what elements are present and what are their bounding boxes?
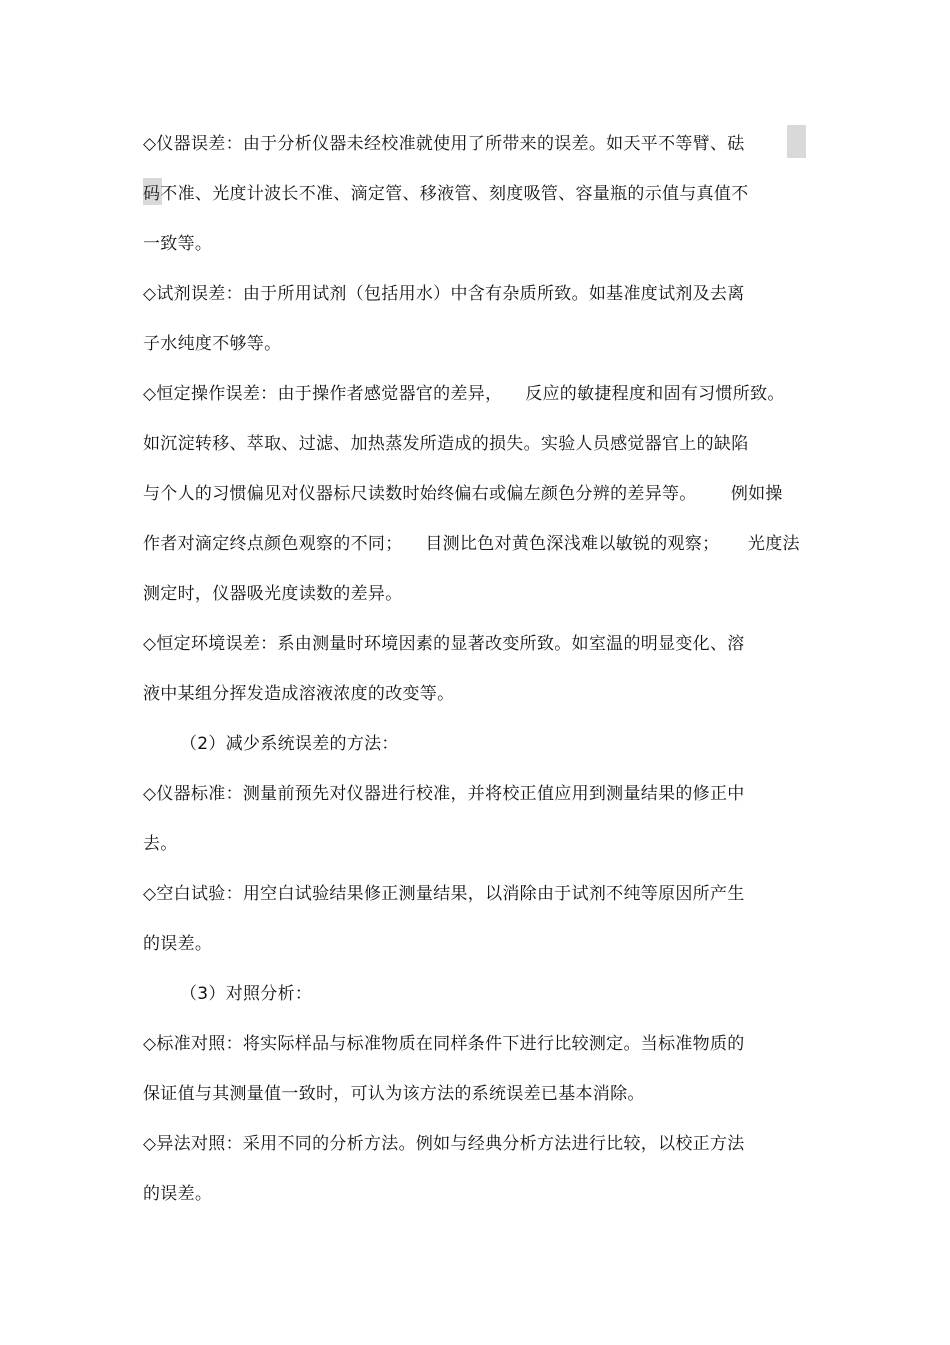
paragraph-line: 的误差。 — [143, 934, 213, 954]
paragraph-line: 作者对滴定终点颜色观察的不同； 目测比色对黄色深浅难以敏锐的观察； 光度法 — [143, 534, 800, 554]
paragraph-line: 保证值与其测量值一致时，可认为该方法的系统误差已基本消除。 — [143, 1084, 645, 1104]
paragraph-line: ◇恒定操作误差：由于操作者感觉器官的差异， 反应的敏捷程度和固有习惯所致。 — [143, 384, 785, 404]
paragraph-line: ◇标准对照：将实际样品与标准物质在同样条件下进行比较测定。当标准物质的 — [143, 1034, 745, 1054]
paragraph-line: 如沉淀转移、萃取、过滤、加热蒸发所造成的损失。实验人员感觉器官上的缺陷 — [143, 434, 749, 454]
paragraph-line: ◇异法对照：采用不同的分析方法。例如与经典分析方法进行比较，以校正方法 — [143, 1134, 745, 1154]
page-marker — [787, 125, 806, 158]
paragraph-line: 测定时，仪器吸光度读数的差异。 — [143, 584, 403, 604]
paragraph-line: ◇仪器标准：测量前预先对仪器进行校准，并将校正值应用到测量结果的修正中 — [143, 784, 745, 804]
paragraph-line: 液中某组分挥发造成溶液浓度的改变等。 — [143, 684, 455, 704]
section-heading: （2）减少系统误差的方法： — [180, 734, 399, 754]
paragraph-line: 去。 — [143, 834, 178, 854]
paragraph-line: ◇试剂误差：由于所用试剂（包括用水）中含有杂质所致。如基准度试剂及去离 — [143, 284, 745, 304]
paragraph-line: 与个人的习惯偏见对仪器标尺读数时始终偏右或偏左颜色分辨的差异等。 例如操 — [143, 484, 783, 504]
paragraph-line: 的误差。 — [143, 1184, 213, 1204]
paragraph-line: ◇仪器误差：由于分析仪器未经校准就使用了所带来的误差。如天平不等臂、砝 — [143, 134, 745, 154]
section-heading: （3）对照分析： — [180, 984, 313, 1004]
paragraph-line: ◇空白试验：用空白试验结果修正测量结果，以消除由于试剂不纯等原因所产生 — [143, 884, 745, 904]
paragraph-line: ◇恒定环境误差：系由测量时环境因素的显著改变所致。如室温的明显变化、溶 — [143, 634, 745, 654]
paragraph-line: 一致等。 — [143, 234, 213, 254]
paragraph-line: 码不准、光度计波长不准、滴定管、移液管、刻度吸管、容量瓶的示值与真值不 — [143, 184, 749, 204]
paragraph-line: 子水纯度不够等。 — [143, 334, 282, 354]
